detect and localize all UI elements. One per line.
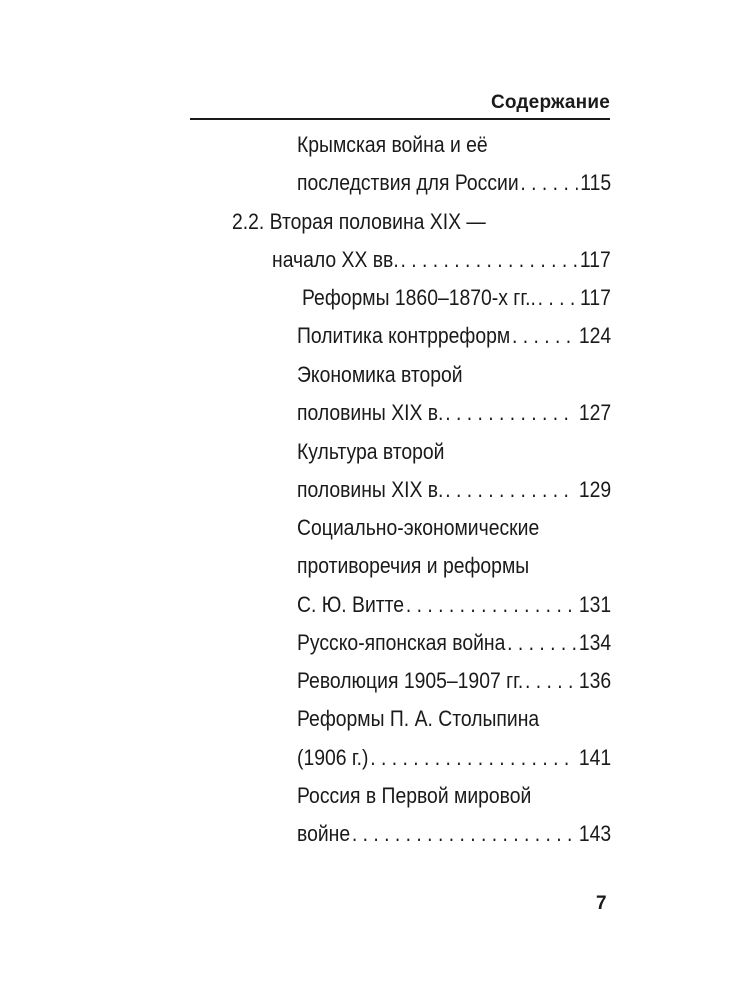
toc-entry[interactable] [297, 394, 611, 432]
dot-leader [536, 279, 578, 317]
toc-page-number: 115 [580, 170, 612, 195]
toc-entry[interactable] [297, 586, 611, 624]
toc-entry[interactable] [297, 662, 611, 700]
dot-leader [505, 624, 576, 662]
toc-entry[interactable] [297, 164, 611, 202]
toc-entry-text: (1906 г.) [297, 745, 369, 770]
toc-entry-text: Россия в Первой мировой [297, 783, 532, 808]
dot-leader [510, 317, 576, 355]
toc-page-number: 124 [578, 323, 612, 348]
dot-leader [404, 586, 576, 624]
header-title: Содержание [490, 92, 610, 113]
toc-entry-text: Революция 1905–1907 гг. [297, 668, 524, 693]
toc-entry-text: половины XIX в. [297, 477, 444, 502]
toc-entry[interactable] [297, 624, 611, 662]
dot-leader [368, 739, 576, 777]
dot-leader [443, 394, 576, 432]
toc-page-number: 136 [578, 668, 612, 693]
toc-page-number: 141 [578, 745, 612, 770]
toc-entry-text: Политика контрреформ [297, 323, 511, 348]
toc-entry[interactable] [297, 471, 611, 509]
toc-page-number: 134 [578, 630, 612, 655]
toc-entry[interactable] [297, 739, 611, 777]
toc-entry-text: Реформы П. А. Столыпина [297, 706, 540, 731]
page-number: 7 [596, 893, 607, 914]
dot-leader [350, 815, 576, 853]
toc-entry[interactable] [272, 241, 611, 279]
toc-page-number: 117 [579, 247, 611, 272]
toc-entry-text: Экономика второй [297, 362, 463, 387]
toc-page-number: 129 [578, 477, 612, 502]
dot-leader [399, 241, 578, 279]
toc-entry-text: войне [297, 821, 351, 846]
toc-page-number: 143 [578, 821, 612, 846]
toc-entry-text: Реформы 1860–1870-х гг.. [302, 285, 536, 310]
toc-entry-text: Крымская война и её [297, 132, 488, 157]
toc-entry-text: половины XIX в. [297, 400, 444, 425]
toc-page-number: 131 [578, 592, 612, 617]
toc-entry-text: Русско-японская война [297, 630, 506, 655]
toc-entry[interactable] [302, 279, 611, 317]
toc-entry[interactable] [297, 317, 611, 355]
dot-leader [519, 164, 578, 202]
running-header [190, 92, 610, 120]
toc-entry[interactable] [297, 815, 611, 853]
dot-leader [523, 662, 576, 700]
toc-entry-text: Культура второй [297, 439, 445, 464]
toc-entry-text: начало XX вв. [272, 247, 399, 272]
dot-leader [443, 471, 576, 509]
toc-entry-text: противоречия и реформы [297, 553, 530, 578]
toc-section-heading: 2.2. Вторая половина XIX — [232, 209, 486, 234]
toc-entry-text: последствия для России [297, 170, 519, 195]
toc-page-number: 117 [580, 285, 611, 310]
toc-entry-text: С. Ю. Витте [297, 592, 405, 617]
toc-entry-text: Социально-экономические [297, 515, 540, 540]
toc-page-number: 127 [578, 400, 612, 425]
